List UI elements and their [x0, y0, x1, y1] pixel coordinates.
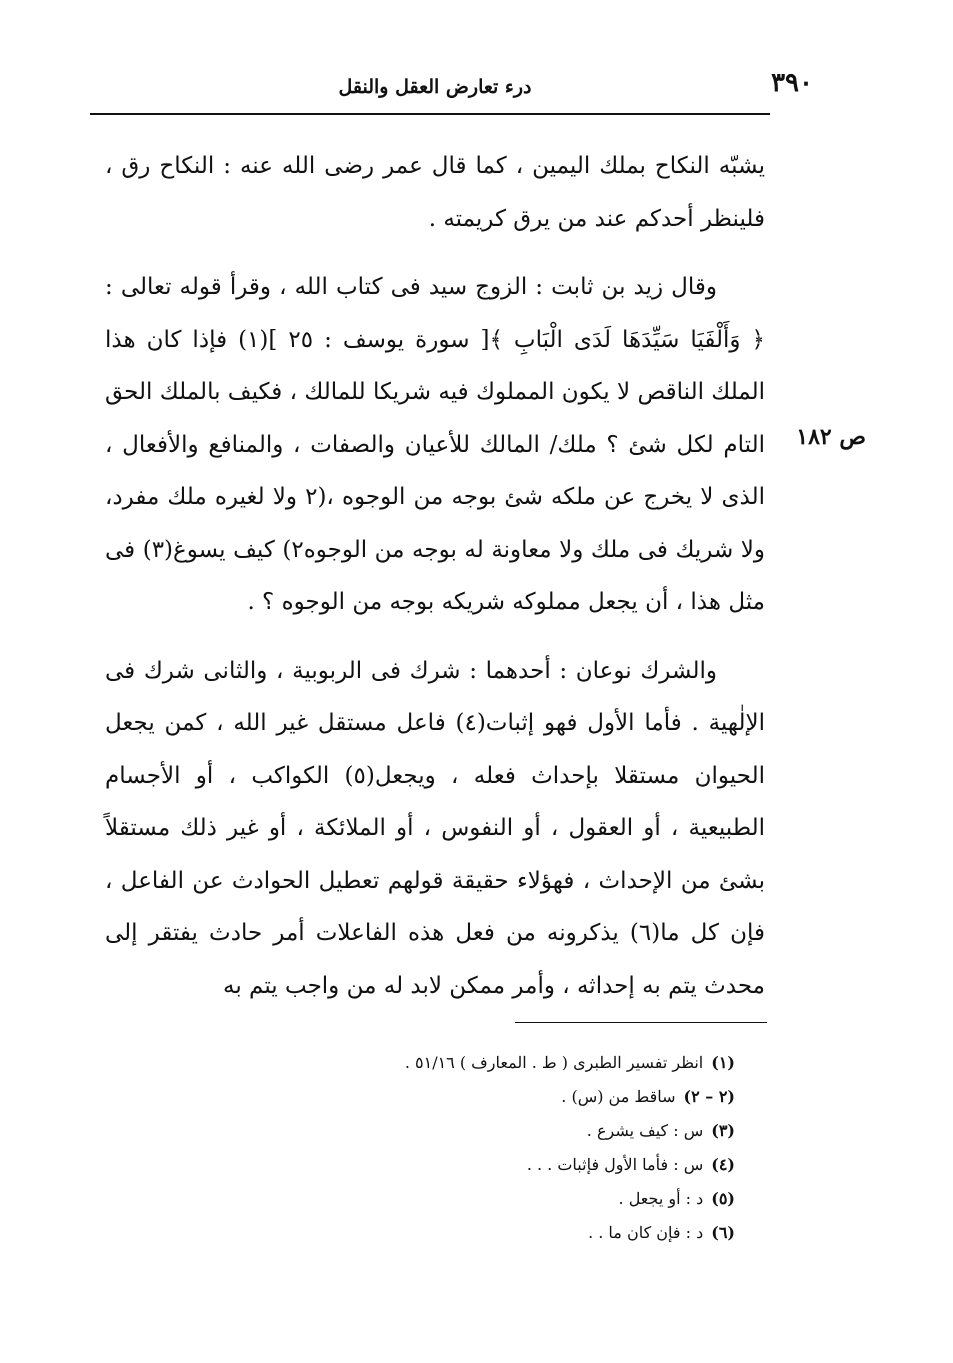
footnote-label: (٥)	[711, 1189, 735, 1208]
footnote-text: د : فإن كان ما . .	[588, 1223, 704, 1242]
footnote-label: (٦)	[711, 1223, 735, 1242]
main-text	[105, 140, 765, 1012]
footnote-text: س : فأما الأول فإثبات . . .	[526, 1155, 704, 1174]
footnotes	[255, 1046, 735, 1250]
header-rule	[90, 113, 770, 115]
paragraph-1: يشبّه النكاح بملك اليمين ، كما قال عمر رضى الله عنه : النكاح رق ، فلينظر أحدكم عند من يرق كريمته .	[105, 153, 765, 232]
footnote-4	[255, 1148, 735, 1182]
footnote-5	[255, 1182, 735, 1216]
footnote-6	[255, 1216, 735, 1250]
footnote-1	[255, 1046, 735, 1080]
footnote-text: د : أو يجعل .	[618, 1189, 704, 1208]
page-number: ٣٩٠	[771, 68, 813, 98]
paragraph-2: وقال زيد بن ثابت : الزوج سيد فى كتاب الله ، وقرأ قوله تعالى : ﴿ وَأَلْفَيَا سَيِّدَهَا لَدَى الْبَابِ ﴾[ سورة يوسف : ٢٥ ](١) فإذا كان هذا الملك الناقص لا يكون المملوك فيه شريكا للمالك ، فكيف بالملك الحق التام لكل شئ ؟ ملك/ المالك للأعيان والصفات ، والمنافع والأفعال ، الذى لا يخرج عن ملكه شئ بوجه من الوجوه ،(٢ ولا لغيره ملك مفرد، ولا شريك فى ملك ولا معاونة له بوجه من الوجوه٢) كيف يسوغ(٣) فى مثل هذا ، أن يجعل مملوكه شريكه بوجه من الوجوه ؟ .	[105, 274, 766, 615]
footnote-label: (٣)	[711, 1121, 735, 1140]
footnote-2	[255, 1080, 735, 1114]
footnote-text: ساقط من (س) .	[561, 1087, 676, 1106]
footnote-3	[255, 1114, 735, 1148]
footnote-label: (١)	[711, 1053, 735, 1072]
footnote-text: انظر تفسير الطبرى ( ط . المعارف ) ٥١/١٦ .	[404, 1053, 704, 1072]
footnote-text: س : كيف يشرع .	[586, 1121, 704, 1140]
footnote-label: (٢ – ٢)	[683, 1087, 735, 1106]
footnote-label: (٤)	[711, 1155, 735, 1174]
margin-page-reference: ص ١٨٢	[796, 424, 866, 450]
paragraph-3: والشرك نوعان : أحدهما : شرك فى الربوبية ، والثانى شرك فى الإلٰهية . فأما الأول فهو إثبات(٤) فاعل مستقل غير الله ، كمن يجعل الحيوان مستقلا بإحداث فعله ، ويجعل(٥) الكواكب ، أو الأجسام الطبيعية ، أو العقول ، أو النفوس ، أو الملائكة ، أو غير ذلك مستقلاً بشئ من الإحداث ، فهؤلاء حقيقة قولهم تعطيل الحوادث عن الفاعل ، فإن كل ما(٦) يذكرونه من فعل هذه الفاعلات أمر حادث يفتقر إلى محدث يتم به إحداثه ، وأمر ممكن لابد له من واجب يتم به	[105, 657, 765, 999]
running-title: درء تعارض العقل والنقل	[338, 76, 532, 98]
footnote-rule	[515, 1022, 767, 1023]
